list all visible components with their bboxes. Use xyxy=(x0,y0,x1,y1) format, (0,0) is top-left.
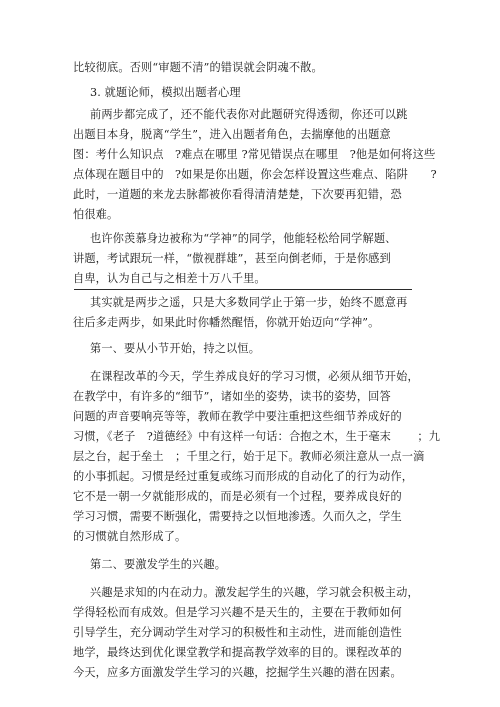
text-line: 在课程改革的今天，学生养成良好的学习习惯，必须从细节开始， xyxy=(90,370,419,383)
text-line: 兴趣是求知的内在动力。激发起学生的兴趣，学习就会积极主动， xyxy=(90,586,419,599)
text-line: 自卑，认为自己与之相差十万八千里。 xyxy=(73,272,266,285)
section-heading: 3. 就题论师，模拟出题者心理 xyxy=(90,86,241,99)
text-line: 问题的声音要响亮等等，教师在教学中要注重把这些细节养成好的 xyxy=(73,410,402,423)
text-line: 其实就是两步之遥，只是大多数同学止于第一步，始终不愿意再 xyxy=(90,296,408,309)
text-line: 此时，一道题的来龙去脉都被你看得清清楚楚，下次要再犯错，恐 xyxy=(73,188,402,201)
text-line: 学习习惯，需要不断强化，需要持之以恒地渗透。久而久之，学生 xyxy=(73,510,402,523)
text-line: 学得轻松而有成效。但是学习兴趣不是天生的，主要在于教师如何 xyxy=(73,606,402,619)
text-line: 出题目本身，脱离“学生”，进入出题者角色，去揣摩他的出题意 xyxy=(73,128,391,141)
text-line: 往后多走两步，如果此时你幡然醒悟，你就开始迈向“学神”。 xyxy=(73,316,380,329)
text-line: 它不是一朝一夕就能形成的，而是必须有一个过程，要养成良好的 xyxy=(73,490,402,503)
text-line: 图：考什么知识点 ?难点在哪里 ?常见错误点在哪里 ?他是如何将这些 xyxy=(73,148,436,161)
text-line: 层之台，起于垒土 ；千里之行，始于足下。教师必须注意从一点一滴 xyxy=(73,450,425,463)
section-heading: 第一、要从小节开始，持之以恒。 xyxy=(90,342,261,355)
text-line: 怕很难。 xyxy=(73,208,119,221)
text-line: 引导学生，充分调动学生对学习的积极性和主动性，进而能创造性 xyxy=(73,626,402,639)
text-line: 在教学中，有许多的“细节”，诸如坐的姿势，读书的姿势，回答 xyxy=(73,390,391,403)
text-line: 今天，应多方面激发学生学习的兴趣，挖掘学生兴趣的潜在因素。 xyxy=(73,666,402,679)
text-line: 的小事抓起。习惯是经过重复或练习而形成的自动化了的行为动作， xyxy=(73,470,414,483)
section-heading: 第二、要激发学生的兴趣。 xyxy=(90,558,227,571)
text-line: 点体现在题目中的 ?如果是你出题，你会怎样设置这些难点、陷阱 ? xyxy=(73,168,437,181)
text-line: 习惯，《老子 ?道德经》中有这样一句话：合抱之木，生于毫末 ；九 xyxy=(73,430,441,443)
text-line: 的习惯就自然形成了。 xyxy=(73,530,187,543)
divider-line xyxy=(74,289,412,290)
text-line: 比较彻底。否则“审题不清”的错误就会阴魂不散。 xyxy=(73,61,323,74)
text-line: 讲题，考试跟玩一样，“傲视群雄”，甚至向倒老师，于是你感到 xyxy=(73,252,391,265)
text-line: 前两步都完成了，还不能代表你对此题研究得透彻，你还可以跳 xyxy=(90,108,408,121)
text-line: 地学，最终达到优化课堂教学和提高教学效率的目的。课程改革的 xyxy=(73,646,402,659)
text-line: 也许你羡慕身边被称为“学神”的同学，他能轻松给同学解题、 xyxy=(90,232,397,245)
